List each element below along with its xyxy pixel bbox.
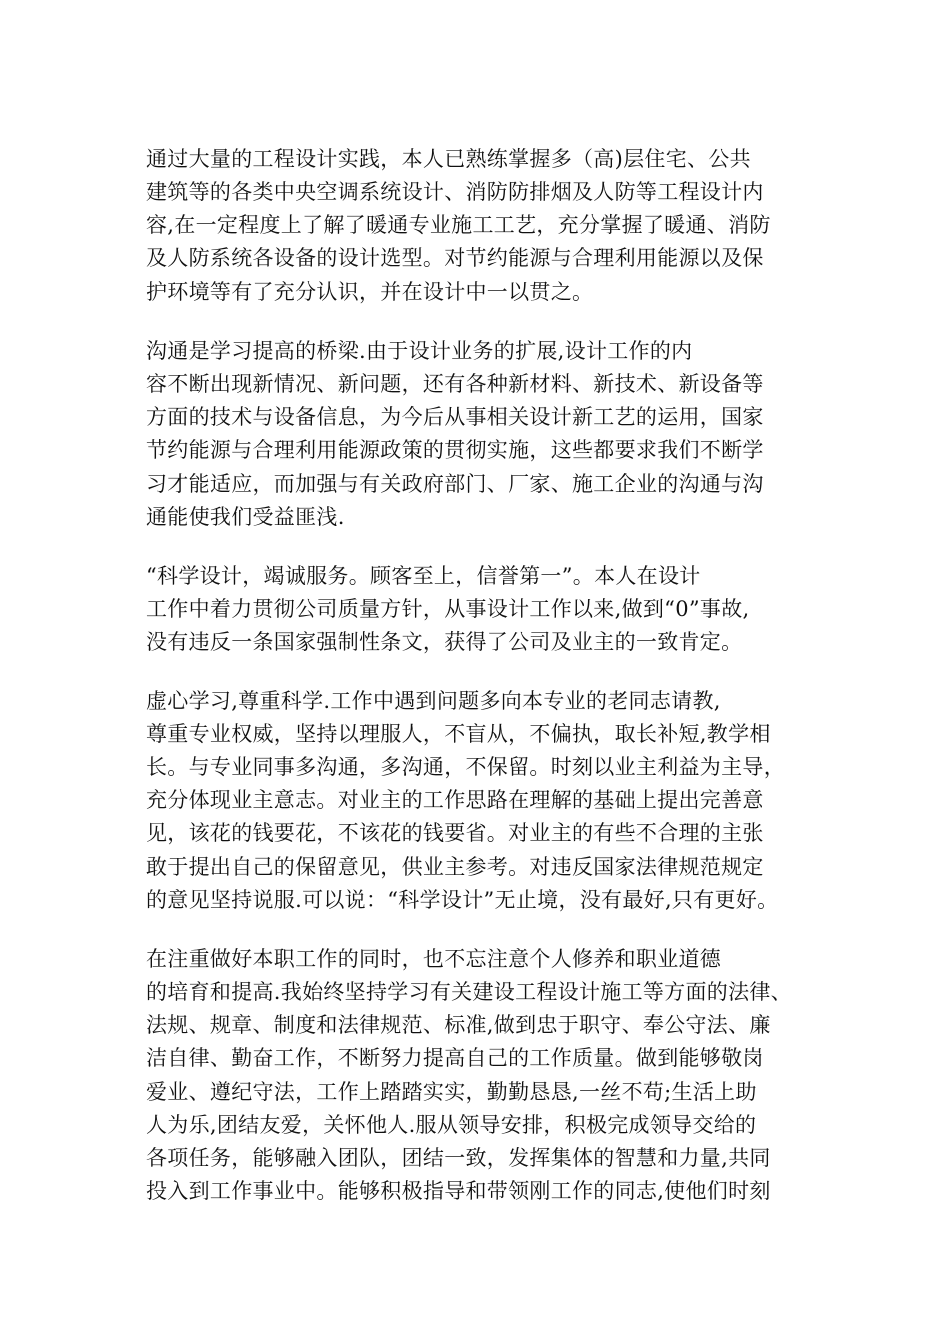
paragraph-1-line-5: 护环境等有了充分认识，并在设计中一以贯之。 bbox=[146, 280, 594, 304]
paragraph-1-line-1: 通过大量的工程设计实践，本人已熟练掌握多（高)层住宅、公共 bbox=[146, 147, 751, 171]
paragraph-5-line-2: 的培育和提高.我始终坚持学习有关建设工程设计施工等方面的法律、 bbox=[146, 980, 792, 1004]
paragraph-5-line-6: 人为乐,团结友爱，关怀他人.服从领导安排，积极完成领导交给的 bbox=[146, 1113, 757, 1137]
paragraph-4-line-7: 的意见坚持说服.可以说：“科学设计”无止境，没有最好,只有更好。 bbox=[146, 888, 779, 912]
paragraph-1-line-3: 容,在一定程度上了解了暖通专业施工工艺，充分掌握了暖通、消防 bbox=[146, 213, 771, 237]
paragraph-2-line-1: 沟通是学习提高的桥梁.由于设计业务的扩展,设计工作的内 bbox=[146, 339, 693, 363]
paragraph-5-line-1: 在注重做好本职工作的同时，也不忘注意个人修养和职业道德 bbox=[146, 947, 722, 971]
paragraph-1-line-2: 建筑等的各类中央空调系统设计、消防防排烟及人防等工程设计内 bbox=[146, 180, 764, 204]
paragraph-5-line-8: 投入到工作事业中。能够积极指导和带领刚工作的同志,使他们时刻 bbox=[146, 1179, 771, 1203]
paragraph-2-line-6: 通能使我们受益匪浅. bbox=[146, 505, 345, 529]
paragraph-2-line-5: 习才能适应，而加强与有关政府部门、厂家、施工企业的沟通与沟 bbox=[146, 472, 764, 496]
paragraph-4-line-5: 见，该花的钱要花，不该花的钱要省。对业主的有些不合理的主张 bbox=[146, 821, 764, 845]
paragraph-4-line-3: 长。与专业同事多沟通，多沟通，不保留。时刻以业主利益为主导， bbox=[146, 755, 785, 779]
paragraph-5-line-5: 爱业、遵纪守法，工作上踏踏实实，勤勤恳恳,一丝不苟;生活上助 bbox=[146, 1080, 757, 1104]
paragraph-5-line-7: 各项任务，能够融入团队，团结一致，发挥集体的智慧和力量,共同 bbox=[146, 1146, 771, 1170]
paragraph-2-line-3: 方面的技术与设备信息，为今后从事相关设计新工艺的运用，国家 bbox=[146, 405, 764, 429]
paragraph-4-line-4: 充分体现业主意志。对业主的工作思路在理解的基础上提出完善意 bbox=[146, 788, 764, 812]
paragraph-1-line-4: 及人防系统各设备的设计选型。对节约能源与合理利用能源以及保 bbox=[146, 246, 764, 270]
paragraph-5-line-4: 洁自律、勤奋工作，不断努力提高自己的工作质量。做到能够敬岗 bbox=[146, 1046, 764, 1070]
paragraph-5-line-3: 法规、规章、制度和法律规范、标准,做到忠于职守、奉公守法、廉 bbox=[146, 1013, 771, 1037]
paragraph-4-line-1: 虚心学习,尊重科学.工作中遇到问题多向本专业的老同志请教, bbox=[146, 689, 721, 713]
paragraph-3-line-3: 没有违反一条国家强制性条文，获得了公司及业主的一致肯定。 bbox=[146, 630, 743, 654]
paragraph-3-line-2: 工作中着力贯彻公司质量方针，从事设计工作以来,做到“0”事故, bbox=[146, 597, 750, 621]
paragraph-2-line-4: 节约能源与合理利用能源政策的贯彻实施，这些都要求我们不断学 bbox=[146, 438, 764, 462]
paragraph-4-line-6: 敢于提出自己的保留意见，供业主参考。对违反国家法律规范规定 bbox=[146, 855, 764, 879]
paragraph-4-line-2: 尊重专业权威，坚持以理服人，不盲从，不偏执，取长补短,教学相 bbox=[146, 722, 771, 746]
paragraph-2-line-2: 容不断出现新情况、新问题，还有各种新材料、新技术、新设备等 bbox=[146, 372, 764, 396]
paragraph-3-line-1: “科学设计，竭诚服务。顾客至上，信誉第一”。本人在设计 bbox=[146, 564, 701, 588]
